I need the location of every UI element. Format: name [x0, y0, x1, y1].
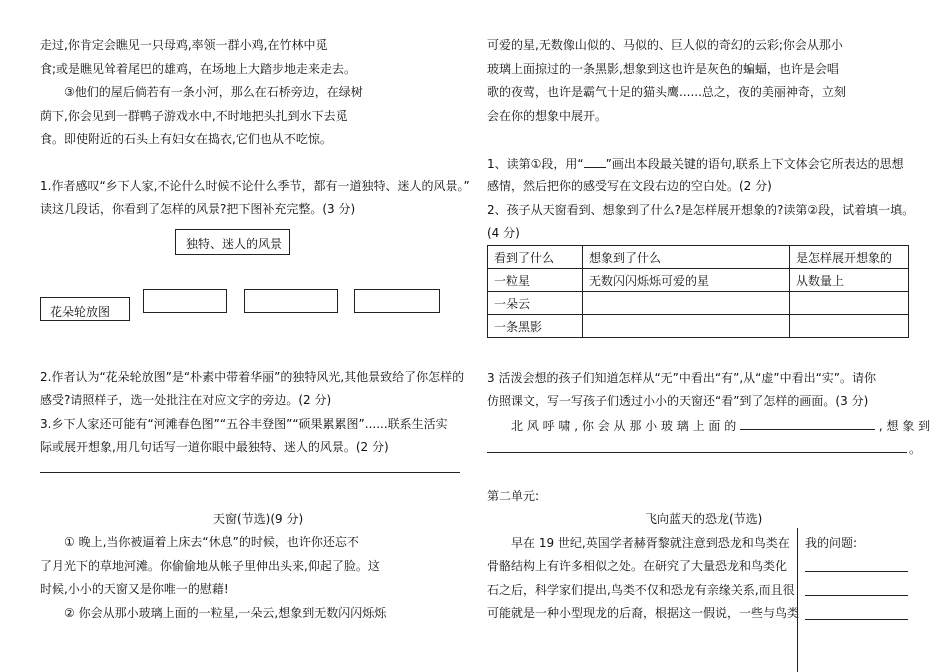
- table-header: 想象到了什么: [583, 246, 790, 269]
- question-1: 1.作者感叹“乡下人家,不论什么时候不论什么季节，都有一道独特、迷人的风景。”: [40, 179, 470, 193]
- question-answer-line[interactable]: [805, 595, 908, 596]
- answer-line[interactable]: [40, 472, 460, 473]
- table-cell[interactable]: [790, 292, 909, 315]
- left-para-line: 食。即使附近的石头上有妇女在捣衣,它们也从不吃惊。: [40, 132, 332, 146]
- fill-in-line: [511, 417, 930, 434]
- answer-table: [487, 245, 909, 338]
- right-para-line: 会在你的想象中展开。: [487, 109, 608, 123]
- right-para-line: 可爱的星,无数像山似的、马似的、巨人似的奇幻的云彩;你会从那小: [487, 38, 843, 52]
- diagram-top-box: [175, 229, 290, 255]
- fill-start: 北 风 呼 啸 , 你 会 从 那 小 玻 璃 上 面 的: [511, 419, 737, 433]
- passage-line: 时候,小小的天窗又是你唯一的慰藉!: [40, 582, 229, 596]
- diagram-box-label: 花朵轮放图: [50, 305, 111, 319]
- q1-suffix: ”画出本段最关键的语句,联系上下文体会它所表达的思想: [605, 157, 904, 171]
- right-question-2-line2: (4 分): [487, 226, 520, 240]
- question-answer-line[interactable]: [805, 619, 908, 620]
- right-para-line: 玻璃上面掠过的一条黑影,想象到这也许是灰色的蝙蝠，也许是会唱: [487, 62, 839, 76]
- margin-divider: [797, 528, 798, 672]
- passage2-line: 石之后，科学家们提出,鸟类不仅和恐龙有亲缘关系,而且很: [487, 583, 795, 597]
- right-question-3: 3 活泼会想的孩子们知道怎样从“无”中看出“有”,从“虚”中看出“实”。请你: [487, 371, 877, 385]
- table-cell: 一粒星: [488, 269, 583, 292]
- left-para-line: 走过,你肯定会瞧见一只母鸡,率领一群小鸡,在竹林中觅: [40, 38, 328, 52]
- question-2: 2.作者认为“花朵轮放图”是“朴素中带着华丽”的独特风光,其他景致给了你怎样的: [40, 370, 465, 384]
- question-answer-line[interactable]: [805, 571, 908, 572]
- left-para-line: 荫下,你会见到一群鸭子游戏水中,不时地把头扎到水下去觅: [40, 109, 348, 123]
- right-question-1: [487, 155, 904, 172]
- fill-end: 。: [909, 442, 922, 456]
- my-questions-label: 我的问题:: [805, 536, 858, 550]
- passage2-line: 可能就是一种小型现龙的后裔，根据这一假说，一些与鸟类: [487, 606, 800, 620]
- question-3: 3.乡下人家还可能有“河滩春色图”“五谷丰登图”“硕果累累图”......联系生活实: [40, 417, 448, 431]
- diagram-top-label: 独特、迷人的风景: [186, 237, 283, 251]
- question-2-line2: 感受?请照样子，选一处批注在对应文字的旁边。(2 分): [40, 393, 332, 407]
- diagram-blank-box[interactable]: [354, 289, 440, 313]
- table-cell: 从数量上: [790, 269, 909, 292]
- right-question-3-line2: 仿照课文，写一写孩子们透过小小的天窗还“看”到了怎样的画面。(3 分): [487, 394, 869, 408]
- passage-line: ② 你会从那小玻璃上面的一粒星,一朵云,想象到无数闪闪烁烁: [64, 606, 387, 620]
- passage2-line: 早在 19 世纪,英国学者赫胥黎就注意到恐龙和鸟类在: [511, 536, 790, 550]
- fill-mid: , 想 象 到: [878, 419, 931, 433]
- passage-line: ① 晚上,当你被逼着上床去“休息”的时候，也许你还忘不: [64, 535, 359, 549]
- table-header: 是怎样展开想象的: [790, 246, 909, 269]
- question-3-line2: 际或展开想象,用几句话写一道你眼中最独特、迷人的风景。(2 分): [40, 440, 389, 454]
- table-cell[interactable]: [583, 315, 790, 338]
- passage2-line: 骨骼结构上有许多相似之处。在研究了大量恐龙和鸟类化: [487, 559, 788, 573]
- passage2-title: 飞向蓝天的恐龙(节选): [645, 512, 763, 526]
- question-1-line2: 读这几段话，你看到了怎样的风景?把下图补充完整。(3 分): [40, 202, 356, 216]
- left-para-line: ③他们的屋后倘若有一条小河，那么在石桥旁边，在绿树: [64, 85, 363, 99]
- table-header-row: [488, 246, 909, 269]
- diagram-box-flowers: [40, 297, 130, 321]
- right-para-line: 歌的夜莺，也许是霸气十足的猫头鹰......总之，夜的美丽神奇，立刻: [487, 85, 846, 99]
- diagram-blank-box[interactable]: [244, 289, 338, 313]
- underline-mark: [584, 155, 606, 168]
- table-row: [488, 315, 909, 338]
- table-cell: 一朵云: [488, 292, 583, 315]
- unit-label: 第二单元:: [487, 489, 540, 503]
- fill-blank[interactable]: [740, 417, 875, 430]
- fill-blank-line[interactable]: [487, 452, 907, 453]
- right-question-2: 2、孩子从天窗看到、想象到了什么?是怎样展开想象的?读第②段，试着填一填。: [487, 203, 915, 217]
- table-row: [488, 292, 909, 315]
- table-header: 看到了什么: [488, 246, 583, 269]
- passage-title: 天窗(节选)(9 分): [213, 512, 304, 526]
- table-cell: 无数闪闪烁烁可爱的星: [583, 269, 790, 292]
- left-para-line: 食;或是瞧见耸着尾巴的雄鸡，在场地上大踏步地走来走去。: [40, 62, 357, 76]
- diagram-blank-box[interactable]: [143, 289, 227, 313]
- table-cell: 一条黑影: [488, 315, 583, 338]
- table-cell[interactable]: [583, 292, 790, 315]
- q1-prefix: 1、读第①段，用“: [487, 157, 584, 171]
- table-cell[interactable]: [790, 315, 909, 338]
- table-row: [488, 269, 909, 292]
- right-question-1-line2: 感情，然后把你的感受写在文段右边的空白处。(2 分): [487, 179, 772, 193]
- passage-line: 了月光下的草地河滩。你偷偷地从帐子里伸出头来,仰起了脸。这: [40, 559, 380, 573]
